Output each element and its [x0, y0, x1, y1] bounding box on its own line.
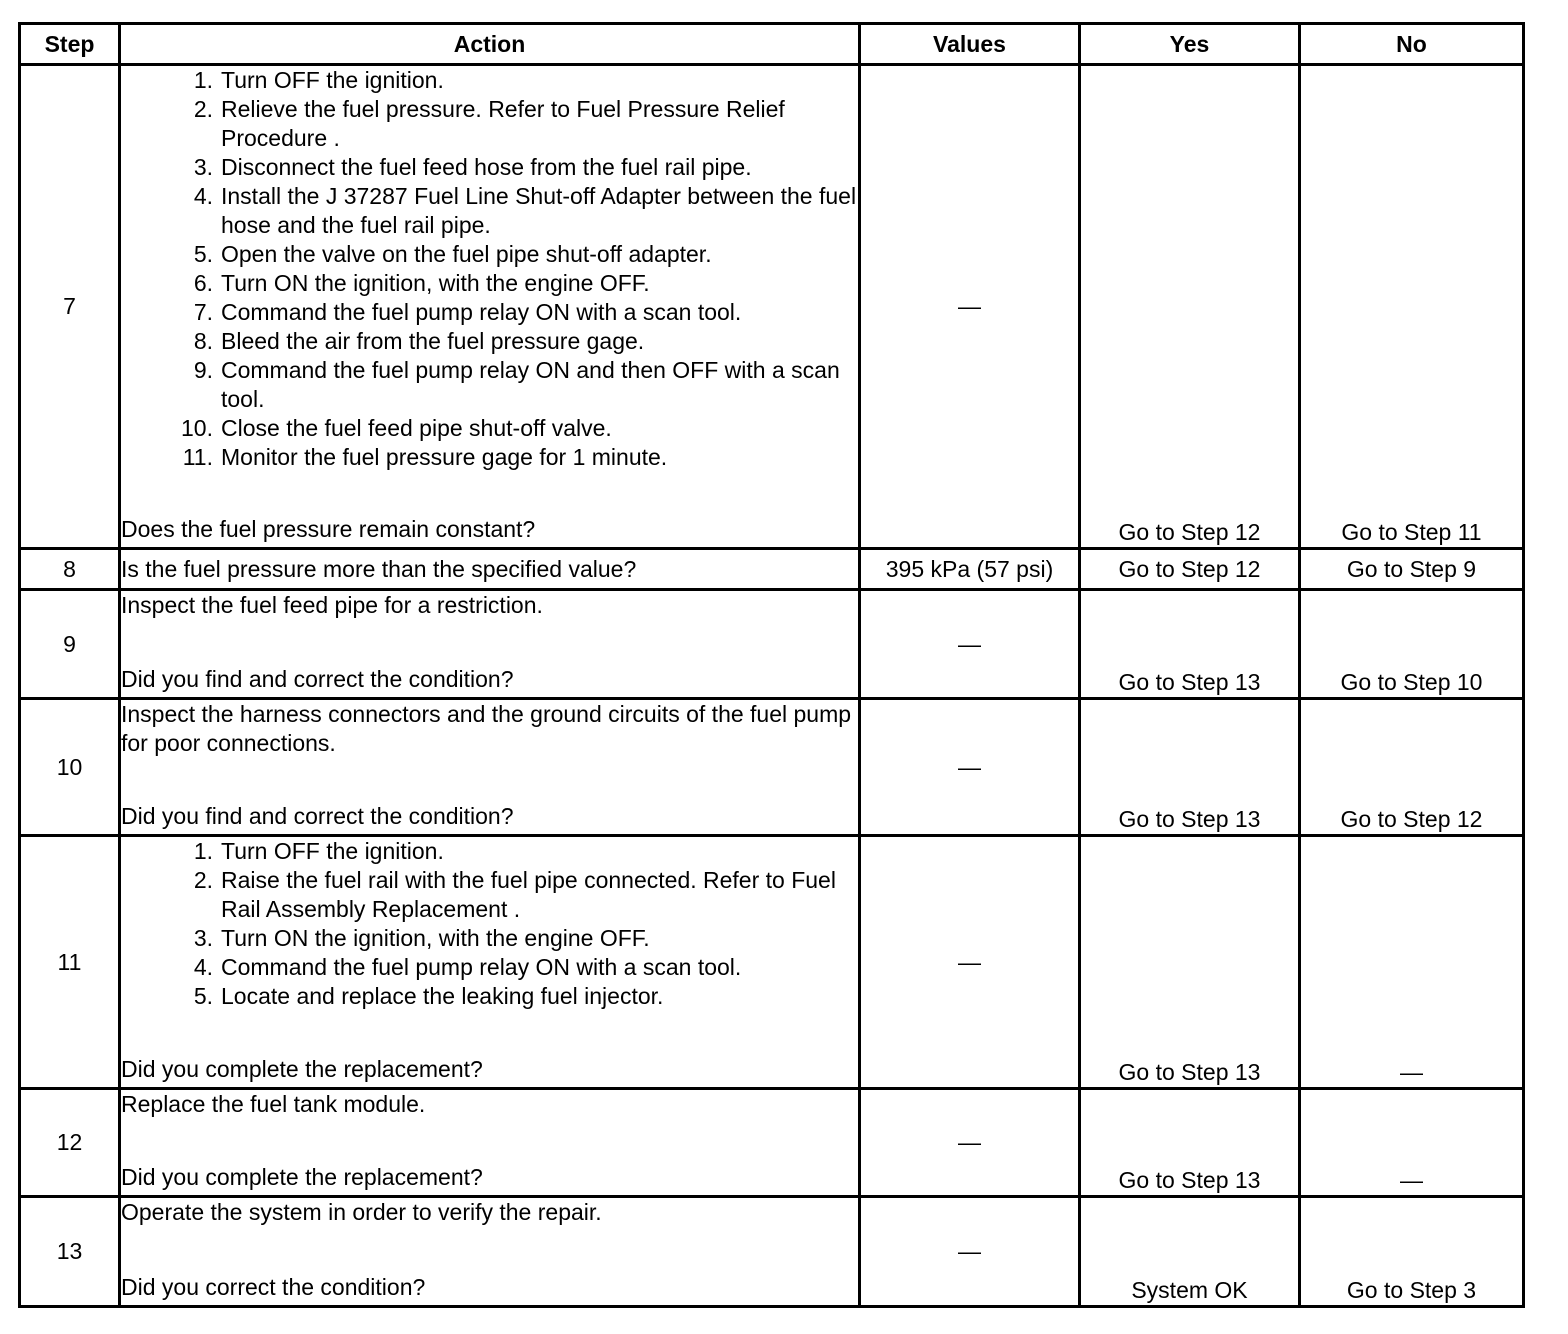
action-cell — [120, 1197, 860, 1307]
action-cell — [120, 836, 860, 1089]
no-cell: Go to Step 10 — [1300, 590, 1524, 699]
diagnostic-table — [18, 22, 1525, 1308]
action-question: Is the fuel pressure more than the specified value? — [120, 549, 860, 590]
step-number: 8 — [20, 549, 120, 590]
header-yes: Yes — [1080, 24, 1300, 65]
no-cell: Go to Step 11 — [1300, 65, 1524, 549]
action-cell — [120, 699, 860, 836]
action-question: Did you find and correct the condition? — [121, 803, 514, 829]
list-item: 1 . Turn OFF the ignition. — [121, 66, 858, 95]
list-item: 10 . Close the fuel feed pipe shut-off valve. — [121, 414, 858, 443]
list-item: 5 . Locate and replace the leaking fuel injector. — [121, 982, 858, 1011]
action-question: Does the fuel pressure remain constant? — [121, 516, 536, 542]
list-item: 1 . Turn OFF the ignition. — [121, 837, 858, 866]
yes-cell: Go to Step 13 — [1080, 699, 1300, 836]
procedure-list — [121, 837, 858, 1011]
values-cell: — — [860, 590, 1080, 699]
action-text: Inspect the harness connectors and the ground circuits of the fuel pump for poor connections. — [121, 701, 852, 756]
header-values: Values — [860, 24, 1080, 65]
action-question: Did you complete the replacement? — [121, 1164, 483, 1190]
action-question: Did you correct the condition? — [121, 1274, 426, 1300]
list-item: 2 . Raise the fuel rail with the fuel pipe connected. Refer to Fuel Rail Assembly Replacement . — [121, 866, 858, 924]
values-cell: — — [860, 1197, 1080, 1307]
list-item: 4 . Command the fuel pump relay ON with a scan tool. — [121, 953, 858, 982]
action-text: Replace the fuel tank module. — [121, 1091, 426, 1117]
values-cell: — — [860, 65, 1080, 549]
table-row — [20, 836, 1524, 1089]
action-text: Operate the system in order to verify the repair. — [121, 1199, 602, 1225]
yes-cell: System OK — [1080, 1197, 1300, 1307]
values-cell: — — [860, 699, 1080, 836]
values-cell: — — [860, 1089, 1080, 1197]
step-number: 12 — [20, 1089, 120, 1197]
yes-cell: Go to Step 13 — [1080, 1089, 1300, 1197]
header-no: No — [1300, 24, 1524, 65]
table-row — [20, 699, 1524, 836]
action-question: Did you find and correct the condition? — [121, 666, 514, 692]
step-number: 9 — [20, 590, 120, 699]
yes-cell: Go to Step 12 — [1080, 549, 1300, 590]
list-item: 11 . Monitor the fuel pressure gage for 1 minute. — [121, 443, 858, 472]
list-item: 7 . Command the fuel pump relay ON with a scan tool. — [121, 298, 858, 327]
table-row — [20, 1089, 1524, 1197]
list-item: 8 . Bleed the air from the fuel pressure gage. — [121, 327, 858, 356]
list-item: 6 . Turn ON the ignition, with the engine OFF. — [121, 269, 858, 298]
yes-cell: Go to Step 13 — [1080, 590, 1300, 699]
action-question: Did you complete the replacement? — [121, 1056, 483, 1082]
action-text: Inspect the fuel feed pipe for a restriction. — [121, 592, 543, 618]
no-cell: Go to Step 9 — [1300, 549, 1524, 590]
header-action: Action — [120, 24, 860, 65]
values-cell: 395 kPa (57 psi) — [860, 549, 1080, 590]
no-cell: Go to Step 3 — [1300, 1197, 1524, 1307]
yes-cell: Go to Step 13 — [1080, 836, 1300, 1089]
list-item: 5 . Open the valve on the fuel pipe shut-off adapter. — [121, 240, 858, 269]
table-row — [20, 549, 1524, 590]
table-row — [20, 1197, 1524, 1307]
step-number: 11 — [20, 836, 120, 1089]
action-cell — [120, 65, 860, 549]
list-item: 3 . Turn ON the ignition, with the engine OFF. — [121, 924, 858, 953]
yes-cell: Go to Step 12 — [1080, 65, 1300, 549]
no-cell: — — [1300, 836, 1524, 1089]
step-number: 10 — [20, 699, 120, 836]
procedure-list — [121, 66, 858, 472]
table-row — [20, 65, 1524, 549]
list-item: 4 . Install the J 37287 Fuel Line Shut-off Adapter between the fuel hose and the fuel rail pipe. — [121, 182, 858, 240]
action-cell — [120, 1089, 860, 1197]
table-row — [20, 590, 1524, 699]
step-number: 13 — [20, 1197, 120, 1307]
step-number: 7 — [20, 65, 120, 549]
values-cell: — — [860, 836, 1080, 1089]
header-row — [20, 24, 1524, 65]
action-cell — [120, 590, 860, 699]
list-item: 3 . Disconnect the fuel feed hose from the fuel rail pipe. — [121, 153, 858, 182]
list-item: 2 . Relieve the fuel pressure. Refer to Fuel Pressure Relief Procedure . — [121, 95, 858, 153]
no-cell: — — [1300, 1089, 1524, 1197]
header-step: Step — [20, 24, 120, 65]
no-cell: Go to Step 12 — [1300, 699, 1524, 836]
list-item: 9 . Command the fuel pump relay ON and then OFF with a scan tool. — [121, 356, 858, 414]
